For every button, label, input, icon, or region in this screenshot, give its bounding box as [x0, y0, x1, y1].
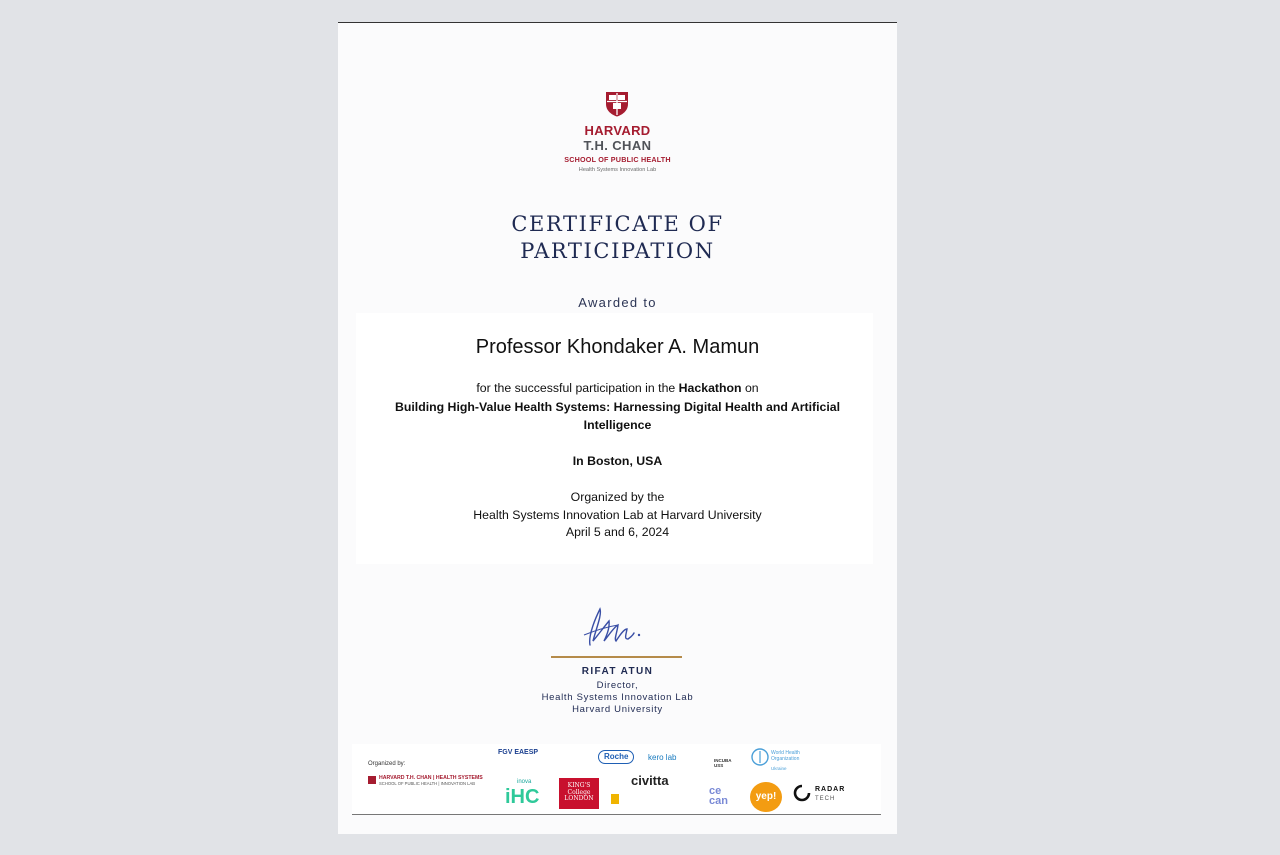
sponsor-logos-strip — [352, 744, 881, 814]
radar-icon — [793, 784, 811, 802]
inova-logo: inova — [517, 779, 532, 785]
recipient-name: Professor Khondaker A. Mamun — [475, 336, 760, 358]
cecan-logo: ce can — [709, 785, 728, 808]
signature-image — [576, 605, 656, 651]
harvard-lab-logo-sub: SCHOOL OF PUBLIC HEALTH | INNOVATION LAB — [379, 781, 476, 786]
signature-rule — [551, 656, 682, 658]
signatory-role-line1: Director, — [596, 680, 639, 691]
topic-line1: Building High-Value Health Systems: Harnessing Digital Health and Artificial — [394, 400, 841, 414]
ihc-logo: iHC — [505, 786, 540, 808]
certificate-title-line1: CERTIFICATE OF — [511, 212, 724, 236]
harvard-mini-shield-icon — [368, 776, 376, 784]
signatory-role-line3: Harvard University — [572, 704, 663, 715]
civitta-logo: civitta — [631, 773, 669, 788]
signatory-role-line2: Health Systems Innovation Lab — [541, 692, 694, 703]
sponsor-rule — [352, 814, 881, 815]
participation-event: Hackathon — [678, 381, 742, 395]
radar-logo-sub: TECH — [815, 796, 836, 802]
location: In Boston, USA — [572, 454, 663, 468]
participation-prefix: for the successful participation in the — [476, 381, 676, 395]
lab-logo-text: Health Systems Innovation Lab — [578, 167, 657, 173]
fgv-logo: FGV EAESP — [498, 749, 539, 756]
organized-by-label: Organized by the — [570, 490, 665, 504]
harvard-lab-logo: HARVARD T.H. CHAN | HEALTH SYSTEMS — [379, 775, 483, 781]
event-dates: April 5 and 6, 2024 — [565, 525, 670, 539]
incuba-logo: INCUBA USS — [714, 758, 732, 768]
kings-college-logo: KING'S College LONDON — [559, 778, 599, 809]
organizer-name: Health Systems Innovation Lab at Harvard University — [473, 508, 762, 522]
certificate-title — [338, 211, 897, 265]
who-logo-sub: Ukraine — [771, 766, 787, 771]
who-emblem-icon — [751, 748, 769, 766]
sponsors-organized-by-label: Organized by: — [368, 761, 406, 767]
kerolab-logo: kero lab — [648, 753, 677, 762]
roche-logo: Roche — [598, 750, 634, 764]
certificate-title-line2: PARTICIPATION — [520, 239, 715, 263]
school-logo-text: SCHOOL OF PUBLIC HEALTH — [564, 155, 671, 164]
signatory-name: RIFAT ATUN — [581, 666, 654, 677]
certificate-page — [338, 22, 897, 834]
who-logo: World Health Organization — [771, 750, 800, 762]
gov-emblem-icon — [611, 794, 619, 804]
topic-line2: Intelligence — [583, 418, 652, 432]
harvard-logo-text: HARVARD — [584, 123, 651, 138]
radar-logo: RADAR — [815, 786, 846, 793]
participation-suffix: on — [744, 381, 759, 395]
participation-line — [338, 381, 897, 395]
awarded-to-label: Awarded to — [578, 295, 657, 310]
yep-logo: yep! — [750, 782, 782, 812]
harvard-shield-icon — [605, 91, 629, 117]
chan-logo-text: T.H. CHAN — [583, 138, 652, 153]
